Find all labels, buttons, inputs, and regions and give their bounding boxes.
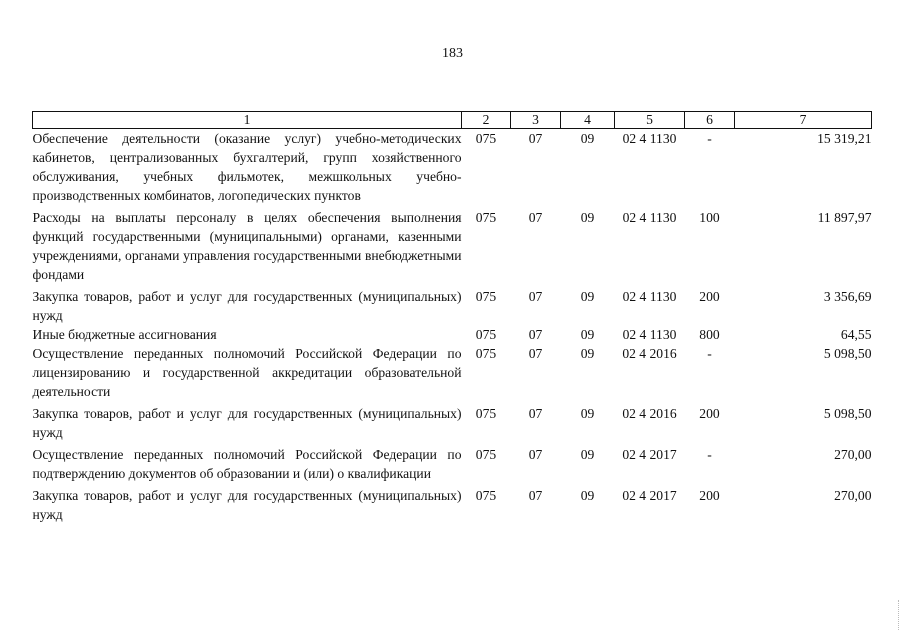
target-item-code: 02 4 1130 xyxy=(622,210,677,225)
page-number: 183 xyxy=(442,46,463,61)
ministry-code: 075 xyxy=(475,289,497,304)
subsection-code: 09 xyxy=(580,327,595,342)
column-header: 6 xyxy=(685,112,735,129)
table-row xyxy=(33,129,872,209)
target-item-code: 02 4 2017 xyxy=(622,447,677,462)
column-header: 5 xyxy=(615,112,685,129)
target-item-code: 02 4 2016 xyxy=(622,346,677,361)
section-code: 07 xyxy=(528,488,543,503)
row-description: Иные бюджетные ассигнования xyxy=(32,327,217,342)
scan-artifact xyxy=(898,600,900,630)
table-row xyxy=(33,344,872,404)
subsection-code: 09 xyxy=(580,210,595,225)
expense-type-code: - xyxy=(707,447,712,462)
table-row xyxy=(33,445,872,486)
target-item-code: 02 4 1130 xyxy=(622,289,677,304)
row-description: Закупка товаров, работ и услуг для государственных (муниципальных) нужд xyxy=(32,289,462,323)
section-code: 07 xyxy=(528,289,543,304)
expense-type-code: 100 xyxy=(699,210,720,225)
ministry-code: 075 xyxy=(475,131,497,146)
ministry-code: 075 xyxy=(475,327,497,342)
section-code: 07 xyxy=(528,447,543,462)
column-header: 1 xyxy=(33,112,462,129)
expense-type-code: 200 xyxy=(699,488,720,503)
column-header: 3 xyxy=(511,112,561,129)
row-description: Осуществление переданных полномочий Российской Федерации по лицензированию и государственной аккредитации образовательной деятельности xyxy=(32,346,462,399)
subsection-code: 09 xyxy=(580,488,595,503)
amount: 3 356,69 xyxy=(823,289,872,304)
table-row xyxy=(33,287,872,325)
table-header-row xyxy=(33,112,872,129)
section-code: 07 xyxy=(528,346,543,361)
amount: 64,55 xyxy=(840,327,872,342)
target-item-code: 02 4 2016 xyxy=(622,406,677,421)
column-header: 2 xyxy=(462,112,511,129)
ministry-code: 075 xyxy=(475,488,497,503)
expense-type-code: - xyxy=(707,346,712,361)
amount: 11 897,97 xyxy=(817,210,872,225)
subsection-code: 09 xyxy=(580,447,595,462)
target-item-code: 02 4 2017 xyxy=(622,488,677,503)
table-row xyxy=(33,208,872,287)
row-description: Закупка товаров, работ и услуг для государственных (муниципальных) нужд xyxy=(32,488,462,522)
subsection-code: 09 xyxy=(580,346,595,361)
target-item-code: 02 4 1130 xyxy=(622,131,677,146)
target-item-code: 02 4 1130 xyxy=(622,327,677,342)
subsection-code: 09 xyxy=(580,289,595,304)
row-description: Расходы на выплаты персоналу в целях обеспечения выполнения функций государственными (муниципальными) органами, казенными учреждениями, органами управления государственными внебюджетными фондами xyxy=(32,210,462,282)
budget-table xyxy=(32,111,872,527)
subsection-code: 09 xyxy=(580,131,595,146)
column-header: 4 xyxy=(561,112,615,129)
amount: 5 098,50 xyxy=(823,406,872,421)
row-description: Осуществление переданных полномочий Российской Федерации по подтверждению документов об образовании и (или) о квалификации xyxy=(32,447,462,481)
amount: 270,00 xyxy=(834,488,872,503)
column-header: 7 xyxy=(735,112,872,129)
row-description: Обеспечение деятельности (оказание услуг) учебно-методических кабинетов, централизованных бухгалтерий, групп хозяйственного обслуживания, учебных фильмотек, межшкольных учебно-производственных комбинатов, логопедических пунктов xyxy=(32,131,462,203)
section-code: 07 xyxy=(528,406,543,421)
ministry-code: 075 xyxy=(475,406,497,421)
expense-type-code: 800 xyxy=(699,327,720,342)
ministry-code: 075 xyxy=(475,346,497,361)
section-code: 07 xyxy=(528,327,543,342)
ministry-code: 075 xyxy=(475,447,497,462)
amount: 5 098,50 xyxy=(823,346,872,361)
ministry-code: 075 xyxy=(475,210,497,225)
amount: 15 319,21 xyxy=(817,131,872,146)
section-code: 07 xyxy=(528,210,543,225)
row-description: Закупка товаров, работ и услуг для государственных (муниципальных) нужд xyxy=(32,406,462,440)
expense-type-code: 200 xyxy=(699,289,720,304)
table-row xyxy=(33,404,872,445)
subsection-code: 09 xyxy=(580,406,595,421)
table-row xyxy=(33,325,872,344)
expense-type-code: - xyxy=(707,131,712,146)
expense-type-code: 200 xyxy=(699,406,720,421)
amount: 270,00 xyxy=(834,447,872,462)
table-row xyxy=(33,486,872,527)
section-code: 07 xyxy=(528,131,543,146)
